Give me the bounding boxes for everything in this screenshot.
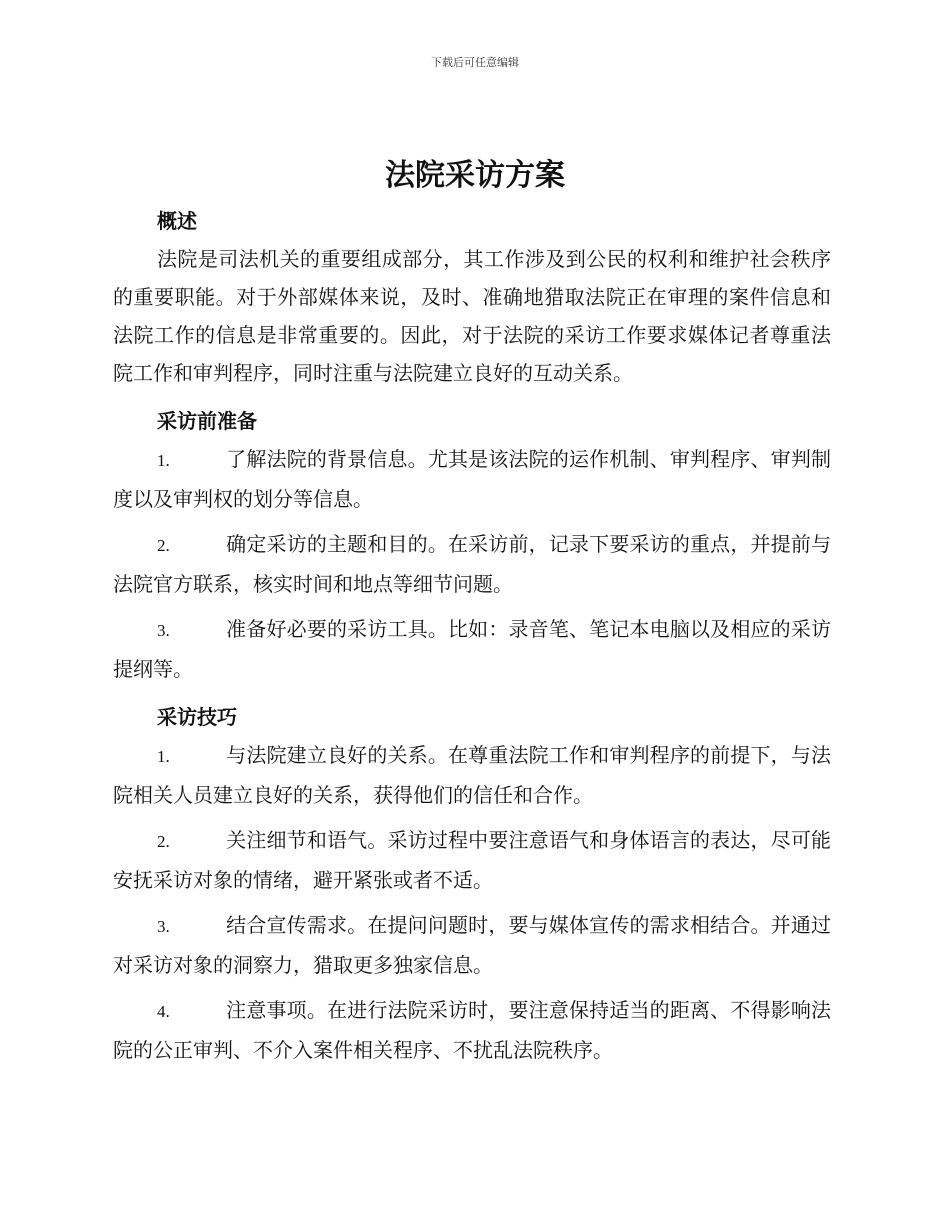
- section-heading-techniques: 采访技巧: [157, 705, 237, 729]
- list-item: [113, 736, 831, 814]
- list-item-number: 3.: [157, 621, 170, 640]
- list-item-number: 1.: [157, 451, 170, 470]
- list-item-text: 关注细节和语气。采访过程中要注意语气和身体语言的表达，尽可能安抚采访对象的情绪，避开紧张或者不适。: [113, 828, 831, 892]
- section-heading-preparation: 采访前准备: [157, 409, 257, 433]
- list-item-number: 1.: [157, 747, 170, 766]
- list-item: [113, 991, 831, 1069]
- page-title: 法院采访方案: [385, 158, 565, 193]
- overview-paragraph: 法院是司法机关的重要组成部分，其工作涉及到公民的权利和维护社会秩序的重要职能。对于外部媒体来说，及时、准确地猎取法院正在审理的案件信息和法院工作的信息是非常重要的。因此，对于法院的采访工作要求媒体记者尊重法院工作和审判程序，同时注重与法院建立良好的互动关系。: [113, 247, 831, 385]
- list-item: [113, 610, 831, 688]
- list-item-number: 3.: [157, 917, 170, 936]
- list-item-text: 准备好必要的采访工具。比如：录音笔、笔记本电脑以及相应的采访提纲等。: [113, 617, 831, 681]
- list-item-text: 与法院建立良好的关系。在尊重法院工作和审判程序的前提下，与法院相关人员建立良好的关系，获得他们的信任和合作。: [113, 743, 831, 807]
- list-item-number: 2.: [157, 536, 170, 555]
- list-item-number: 2.: [157, 832, 170, 851]
- list-item-number: 4.: [157, 1002, 170, 1021]
- list-item: [113, 440, 831, 518]
- list-item: [113, 821, 831, 899]
- list-item-text: 结合宣传需求。在提问问题时，要与媒体宣传的需求相结合。并通过对采访对象的洞察力，猎取更多独家信息。: [113, 913, 831, 977]
- document-body: [113, 192, 831, 1076]
- list-item-text: 了解法院的背景信息。尤其是该法院的运作机制、审判程序、审判制度以及审判权的划分等信息。: [113, 447, 831, 511]
- list-item-text: 确定采访的主题和目的。在采访前，记录下要采访的重点，并提前与法院官方联系，核实时间和地点等细节问题。: [113, 532, 831, 596]
- section-heading-overview: 概述: [157, 209, 197, 233]
- list-item-text: 注意事项。在进行法院采访时，要注意保持适当的距离、不得影响法院的公正审判、不介入案件相关程序、不扰乱法院秩序。: [113, 998, 831, 1062]
- list-item: [113, 906, 831, 984]
- header-note: 下载后可任意编辑: [431, 56, 519, 69]
- list-item: [113, 525, 831, 603]
